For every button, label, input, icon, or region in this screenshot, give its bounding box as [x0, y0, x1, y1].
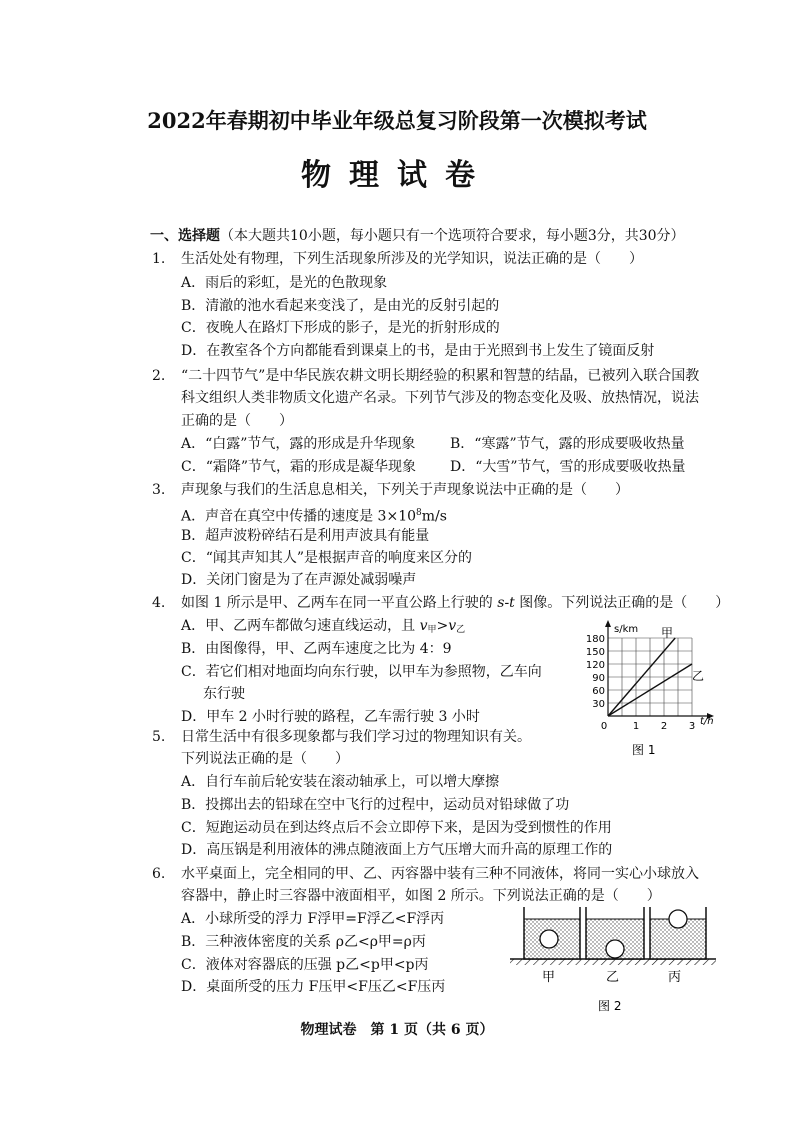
option-d: D．高压锅是利用液体的沸点随液面上方气压增大而升高的原理工作的: [181, 842, 613, 858]
option-d: D．在教室各个方向都能看到课桌上的书，是由于光照到书上发生了镜面反射: [181, 343, 655, 359]
option-a: A．自行车前后轮安装在滚动轴承上，可以增大摩擦: [181, 774, 500, 790]
figure-2-caption: 图 2: [598, 999, 622, 1013]
question-number: 1.: [152, 251, 166, 267]
x-tick-labels: [601, 721, 695, 732]
y-tick-label: 60: [592, 686, 605, 697]
x-tick-label: 3: [688, 721, 696, 732]
question-stem-line-1: 水平桌面上，完全相同的甲、乙、丙容器中装有三种不同液体，将同一实心小球放入: [181, 866, 699, 882]
x-tick-label: 2: [660, 721, 668, 732]
figure-1-st-graph: [578, 620, 728, 760]
exam-title: 2022年春期初中毕业年级总复习阶段第一次模拟考试: [147, 108, 647, 133]
option-b: B．超声波粉碎结石是利用声波具有能量: [181, 528, 430, 544]
table-surface: [510, 959, 716, 965]
option-c: C．“霜降”节气，霜的形成是凝华现象: [181, 459, 417, 475]
question-stem-line-2: 下列说法正确的是（ ）: [181, 751, 349, 767]
container-bing: [650, 907, 706, 959]
y-axis-unit: s/km: [614, 624, 639, 635]
question-number: 3.: [152, 482, 166, 498]
option-c-line-1: C．若它们相对地面均向东行驶，以甲车为参照物，乙车向: [181, 664, 542, 680]
x-tick-label: 0: [600, 721, 608, 732]
question-number: 5.: [152, 729, 166, 745]
series-label-yi: 乙: [692, 669, 705, 683]
x-axis-unit: t/h: [700, 716, 714, 727]
option-b: B．由图像得，甲、乙两车速度之比为 4：9: [181, 641, 452, 657]
y-tick-label: 120: [585, 660, 605, 671]
page-footer: 物理试卷 第 1 页（共 6 页）: [300, 1022, 494, 1038]
option-d: D．关闭门窗是为了在声源处减弱噪声: [181, 572, 417, 588]
option-b: B．“寒露”节气，露的形成要吸收热量: [450, 436, 685, 452]
question-stem: 声现象与我们的生活息息相关，下列关于声现象说法中正确的是（ ）: [181, 482, 629, 498]
option-b: B．清澈的池水看起来变浅了，是由光的反射引起的: [181, 298, 500, 314]
question-stem-line-3: 正确的是（ ）: [181, 413, 293, 429]
option-b: B．投掷出去的铅球在空中飞行的过程中，运动员对铅球做了功: [181, 797, 570, 813]
exam-subject: 物理试卷: [301, 158, 493, 193]
option-a: A．声音在真空中传播的速度是 $3\times 10^8m/s$: [181, 508, 447, 525]
section-note: （本大题共10小题，每小题只有一个选项符合要求，每小题3分，共30分）: [220, 228, 685, 244]
section-heading: [150, 226, 685, 246]
y-tick-label: 180: [585, 634, 605, 645]
option-a: A．小球所受的浮力 F浮甲=F浮乙<F浮丙: [181, 911, 445, 927]
option-c-line-2: 东行驶: [203, 686, 245, 702]
figure-1-caption: 图 1: [632, 743, 656, 757]
label-yi: 乙: [606, 970, 620, 985]
question-stem-line-1: “二十四节气”是中华民族农耕文明长期经验的积累和智慧的结晶，已被列入联合国教: [181, 368, 700, 384]
question-stem-line-1: 日常生活中有很多现象都与我们学习过的物理知识有关。: [181, 729, 531, 745]
figure-2-containers: [508, 905, 718, 1017]
question-stem-line-2: 容器中，静止时三容器中液面相平，如图 2 所示。下列说法正确的是（ ）: [181, 888, 661, 904]
question-number: 6.: [152, 866, 166, 882]
question-stem: 如图 1 所示是甲、乙两车在同一平直公路上行驶的 s-t 图像。下列说法正确的是（ ）: [181, 595, 730, 611]
container-yi: [586, 907, 644, 959]
option-d: D．“大雪”节气，雪的形成要吸收热量: [450, 459, 686, 475]
x-tick-label: 1: [632, 721, 640, 732]
y-tick-label: 150: [585, 647, 605, 658]
option-a: A．雨后的彩虹，是光的色散现象: [181, 275, 388, 291]
option-b: B．三种液体密度的关系 ρ乙<ρ甲=ρ丙: [181, 934, 426, 950]
series-label-jia: 甲: [661, 626, 674, 640]
question-stem: 生活处处有物理，下列生活现象所涉及的光学知识，说法正确的是（ ）: [181, 251, 643, 267]
section-title: 一、选择题: [150, 228, 220, 244]
option-c: C．“闻其声知其人”是根据声音的响度来区分的: [181, 550, 473, 566]
y-axis-arrow: [605, 620, 611, 627]
option-d: D．桌面所受的压力 F压甲<F压乙<F压丙: [181, 979, 446, 995]
option-a: A．“白露”节气，露的形成是升华现象: [181, 436, 416, 452]
label-jia: 甲: [542, 970, 556, 985]
option-d: D．甲车 2 小时行驶的路程，乙车需行驶 3 小时: [181, 709, 480, 725]
y-tick-label: 30: [592, 699, 605, 710]
option-c: C．液体对容器底的压强 p乙<p甲<p丙: [181, 957, 429, 973]
y-tick-labels: [586, 634, 605, 710]
y-tick-label: 90: [592, 673, 605, 684]
label-bing: 丙: [668, 970, 682, 985]
question-stem-line-2: 科文组织人类非物质文化遗产名录。下列节气涉及的物态变化及吸、放热情况，说法: [181, 390, 699, 406]
question-number: 4.: [152, 595, 166, 611]
option-c: C．夜晚人在路灯下形成的影子，是光的折射形成的: [181, 320, 500, 336]
option-c: C．短跑运动员在到达终点后不会立即停下来，是因为受到惯性的作用: [181, 820, 612, 836]
option-a: A．甲、乙两车都做匀速直线运动，且 $v_甲>v_乙$: [181, 618, 466, 635]
container-jia: [524, 907, 580, 959]
graph-grid: [608, 638, 692, 716]
ball-bing: [669, 910, 687, 928]
ball-yi: [606, 940, 624, 958]
question-number: 2.: [152, 368, 166, 384]
ball-jia: [540, 930, 558, 948]
